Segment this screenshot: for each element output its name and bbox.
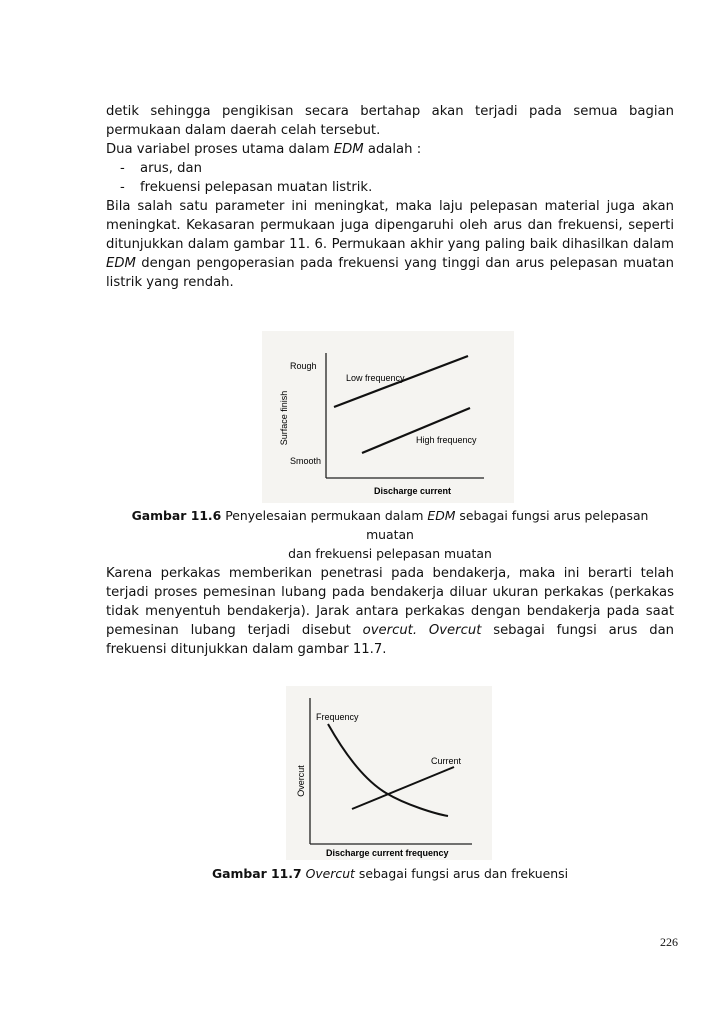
text-span: sebagai fungsi arus dan xyxy=(493,623,675,638)
edm-term: EDM xyxy=(333,142,364,157)
paragraph-1 xyxy=(106,102,674,292)
edm-term: EDM xyxy=(106,256,136,271)
text-line: ditunjukkan dalam gambar 11. 6. Permukaan akhir yang paling baik dihasilkan dalam xyxy=(106,237,674,252)
figure-11-6-caption xyxy=(106,506,674,563)
x-axis-label: Discharge current frequency xyxy=(326,848,449,858)
bullet-text: frekuensi pelepasan muatan listrik. xyxy=(140,180,373,195)
overcut-term: Overcut xyxy=(305,866,355,881)
low-frequency-label: Low frequency xyxy=(346,373,405,383)
text-line: frekuensi ditunjukkan dalam gambar 11.7. xyxy=(106,642,387,657)
bullet-dash: - xyxy=(120,161,125,176)
current-line-label: Current xyxy=(431,756,462,766)
text-line xyxy=(106,254,674,273)
text-line: detik sehingga pengikisan secara bertahap akan terjadi pada semua bagian xyxy=(106,104,674,119)
caption-label: Gambar 11.6 xyxy=(131,508,222,523)
text-span: adalah : xyxy=(367,142,422,157)
overcut-term: Overcut xyxy=(428,623,482,638)
figure-11-6-image xyxy=(262,331,514,503)
overcut-term: overcut. xyxy=(362,623,418,638)
bullet-item xyxy=(106,178,674,197)
bullet-dash: - xyxy=(120,180,125,195)
frequency-curve xyxy=(328,724,448,816)
text-line: tidak menyentuh bendakerja). Jarak antara perkakas dengan bendakerja pada saat xyxy=(106,604,674,619)
caption-text: Penyelesaian permukaan dalam xyxy=(225,508,424,523)
caption-line: dan frekuensi pelepasan muatan xyxy=(288,546,492,561)
text-line: meningkat. Kekasaran permukaan juga dipengaruhi oleh arus dan frekuensi, seperti xyxy=(106,218,674,233)
caption-text: sebagai fungsi arus dan frekuensi xyxy=(358,866,569,881)
bullet-text: arus, dan xyxy=(140,161,202,176)
bullet-item xyxy=(106,159,674,178)
figure-11-7-image xyxy=(286,686,492,860)
text-line xyxy=(106,621,674,640)
caption-text: sebagai fungsi arus pelepasan muatan xyxy=(366,508,649,542)
x-axis-label: Discharge current xyxy=(374,486,452,496)
y-top-label: Rough xyxy=(290,361,317,371)
text-span: Dua variabel proses utama dalam xyxy=(106,142,330,157)
caption-line xyxy=(106,506,674,544)
text-span: pemesinan lubang terjadi disebut xyxy=(106,623,351,638)
text-line xyxy=(106,140,674,159)
y-bottom-label: Smooth xyxy=(290,456,322,466)
y-axis-label: Surface finish xyxy=(279,390,289,446)
caption-label: Gambar 11.7 xyxy=(211,866,302,881)
text-line: terjadi proses pemesinan lubang pada bendakerja diluar ukuran perkakas (perkakas xyxy=(106,585,674,600)
text-line: listrik yang rendah. xyxy=(106,275,234,290)
y-axis-label: Overcut xyxy=(296,765,306,797)
text-line: permukaan dalam daerah celah tersebut. xyxy=(106,123,381,138)
edm-term: EDM xyxy=(427,508,456,523)
frequency-curve-label: Frequency xyxy=(316,712,359,722)
text-line: Karena perkakas memberikan penetrasi pada bendakerja, maka ini berarti telah xyxy=(106,566,674,581)
high-frequency-label: High frequency xyxy=(416,435,477,445)
paragraph-2 xyxy=(106,564,674,659)
text-line: Bila salah satu parameter ini meningkat, maka laju pelepasan material juga akan xyxy=(106,199,674,214)
page-number: 226 xyxy=(660,935,678,949)
figure-11-7-caption xyxy=(106,864,674,883)
text-span: dengan pengoperasian pada frekuensi yang tinggi dan arus pelepasan muatan xyxy=(141,256,674,271)
high-frequency-line xyxy=(362,408,470,453)
